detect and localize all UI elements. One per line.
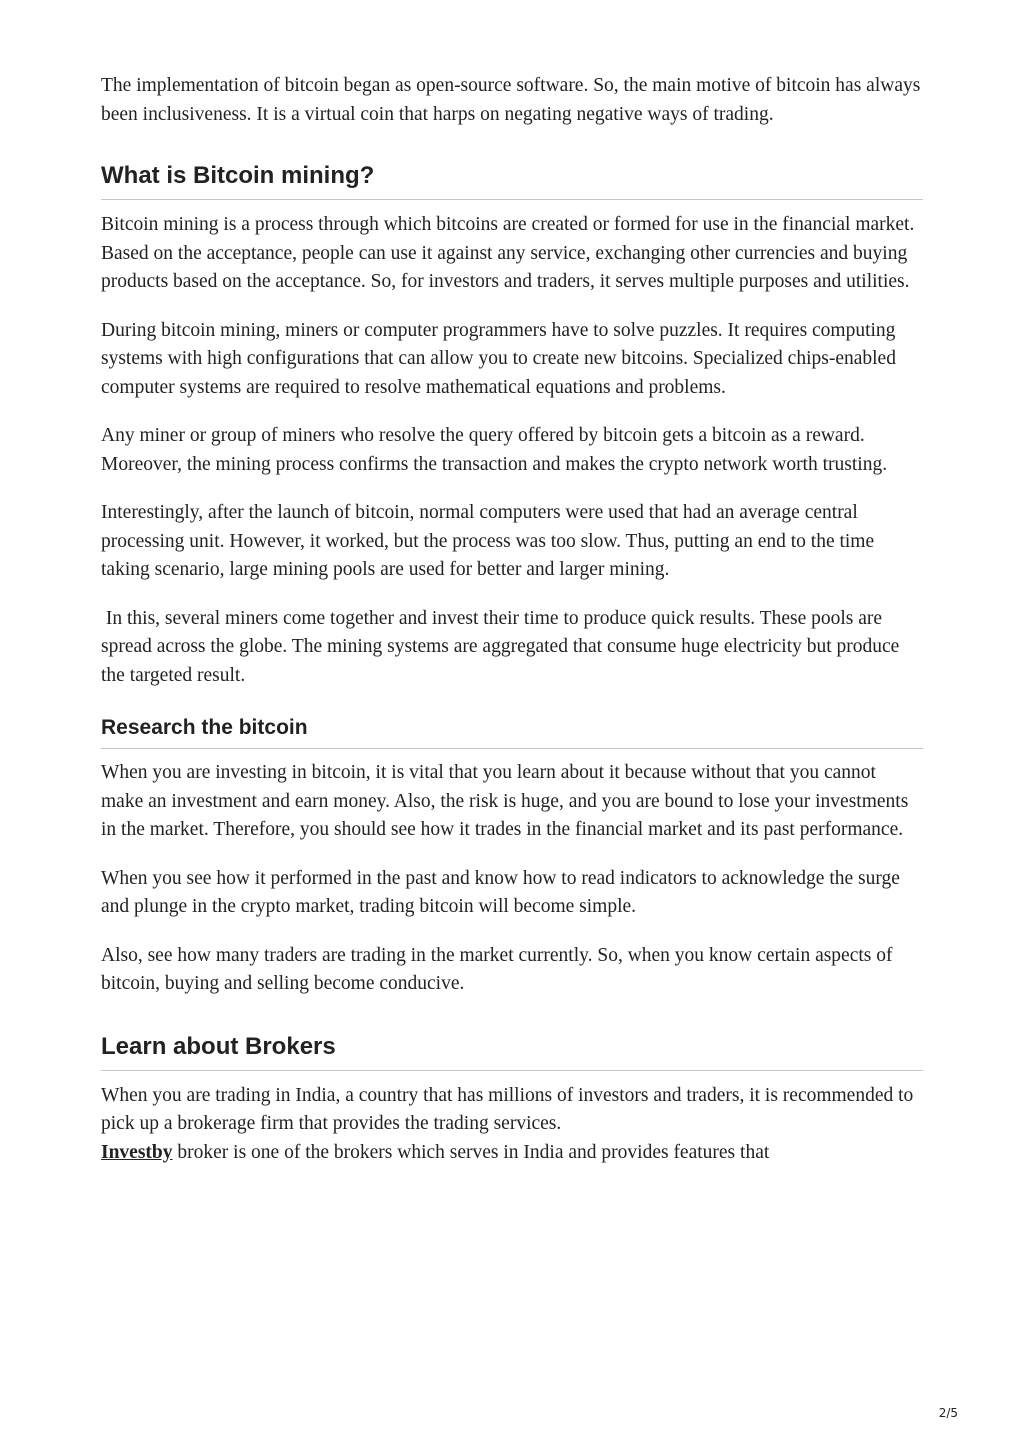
heading-research-bitcoin: Research the bitcoin bbox=[101, 715, 923, 749]
mining-paragraph-4: Interestingly, after the launch of bitcoin, normal computers were used that had an average central processing unit. However, it worked, but the process was too slow. Thus, putting an end to the time taking scenario, large mining pools are used for better and larger mining. bbox=[101, 502, 875, 580]
mining-paragraph-2: During bitcoin mining, miners or computer programmers have to solve puzzles. It requires computing systems with high configurations that can allow you to create new bitcoins. Specialized chips-enabled computer systems are required to resolve mathematical equations and problems. bbox=[101, 319, 896, 398]
mining-paragraph-3: Any miner or group of miners who resolve the query offered by bitcoin gets a bitcoin as a reward. Moreover, the mining process confirms the transaction and makes the crypto network worth trusting. bbox=[101, 425, 888, 475]
mining-paragraph-5: In this, several miners come together and invest their time to produce quick results. These pools are spread across the globe. The mining systems are aggregated that consume huge electricity but produce the targeted result. bbox=[101, 607, 900, 686]
mining-paragraph-1: Bitcoin mining is a process through which bitcoins are created or formed for use in the financial market. Based on the acceptance, people can use it against any service, exchanging other currencies and buying products based on the acceptance. So, for investors and traders, it serves multiple purposes and utilities. bbox=[101, 214, 915, 292]
page-number: 2/5 bbox=[938, 1406, 958, 1420]
document-page bbox=[101, 0, 923, 1167]
brokers-paragraph-1 bbox=[101, 1082, 923, 1168]
brokers-text-before: When you are trading in India, a country that has millions of investors and traders, it is recommended to pick up a brokerage firm that provides the trading services. bbox=[101, 1084, 914, 1134]
research-paragraph-3: Also, see how many traders are trading in the market currently. So, when you know certain aspects of bitcoin, buying and selling become conducive. bbox=[101, 944, 893, 994]
intro-paragraph: The implementation of bitcoin began as open-source software. So, the main motive of bitcoin has always been inclusiveness. It is a virtual coin that harps on negating negative ways of trading. bbox=[101, 75, 921, 125]
heading-learn-brokers: Learn about Brokers bbox=[101, 1032, 923, 1071]
brokers-text-after: broker is one of the brokers which serves in India and provides features that bbox=[172, 1141, 770, 1163]
heading-bitcoin-mining: What is Bitcoin mining? bbox=[101, 161, 923, 200]
research-paragraph-2: When you see how it performed in the past and know how to read indicators to acknowledge the surge and plunge in the crypto market, trading bitcoin will become simple. bbox=[101, 867, 900, 917]
investby-link[interactable]: Investby bbox=[101, 1141, 173, 1163]
research-paragraph-1: When you are investing in bitcoin, it is vital that you learn about it because without that you cannot make an investment and earn money. Also, the risk is huge, and you are bound to lose your investments in the market. Therefore, you should see how it trades in the financial market and its past performance. bbox=[101, 762, 909, 840]
